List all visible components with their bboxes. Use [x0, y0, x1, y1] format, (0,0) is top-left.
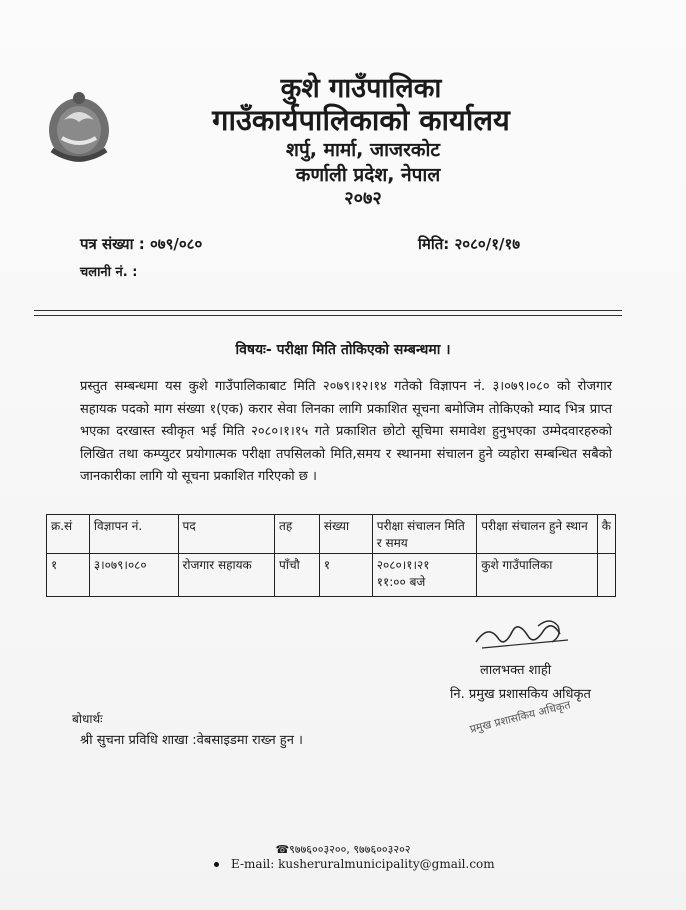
header-post: पद [178, 515, 275, 554]
header-sn: क्र.सं [47, 515, 90, 554]
cc-recipient: श्री सुचना प्रविधि शाखा :वेबसाइडमा राख्न हुन । [80, 733, 303, 748]
signatory-name: लालभक्त शाही [480, 663, 552, 678]
cell-count: १ [319, 554, 372, 597]
dispatch-number: चलानी नं. : [80, 265, 138, 280]
reference-number: पत्र संख्या : ०७९/०८० [80, 235, 203, 253]
cell-date: २०८०।१।२१ [376, 558, 430, 572]
cell-post: रोजगार सहायक [178, 554, 275, 597]
office-name: गाउँकार्यपालिकाको कार्यालय [212, 103, 510, 137]
header-venue: परीक्षा संचालन हुने स्थान [477, 515, 598, 554]
municipality-name: कुशे गाउँपालिका [280, 73, 442, 104]
header-count: संख्या [319, 515, 372, 554]
footer-email-line [214, 857, 495, 871]
cell-ad-no: ३।०७९।०८० [89, 554, 178, 597]
established-year: २०७२ [344, 188, 382, 209]
cell-datetime [372, 554, 476, 597]
office-address: शर्पु, मार्मा, जाजरकोट [286, 139, 440, 161]
office-province: कर्णाली प्रदेश, नेपाल [295, 164, 441, 186]
cell-remarks [597, 554, 615, 597]
cell-sn: १ [47, 554, 90, 597]
signatory-title: नि. प्रमुख प्रशासकिय अधिकृत [450, 687, 591, 702]
table-row [47, 554, 616, 597]
cc-label: बोधार्थः [72, 712, 103, 726]
divider-line [34, 310, 622, 311]
bullet-icon [214, 862, 219, 867]
table-header-row [47, 515, 616, 554]
letter-body: प्रस्तुत सम्बन्धमा यस कुशे गाउँपालिकाबाट मिति २०७९।१२।१४ गतेको विज्ञापन नं. ३।०७९।०८० को रोजगार सहायक पदको माग संख्या १(एक) करार सेवा लिनका लागि प्रकाशित सूचना बमोजिम तोकिएको म्याद भित्र प्राप्त भएका दरखास्त स्वीकृत भई मिति २०८०।१।१५ गते प्रकाशित छोटो सूचिमा समावेश हुनुभएका उम्मेदवारहरुको लिखित तथा कम्प्युटर प्रयोगात्मक परीक्षा तपसिलको मिति,समय र स्थानमा संचालन हुने व्यहोरा सम्बन्धित सबैको जानकारीका लागि यो सूचना प्रकाशित गरिएको छ । [80, 379, 612, 484]
header-level: तह [275, 515, 320, 554]
footer-email: E-mail: kusheruralmunicipality@gmail.com [231, 857, 495, 871]
header-remarks: कै [597, 515, 615, 554]
cell-level: पाँचौ [275, 554, 320, 597]
footer-phone: ☎९७७६००३२००, ९७७६००३२०२ [275, 843, 411, 856]
cell-time: ११:०० बजे [376, 575, 426, 589]
exam-schedule-table [46, 514, 616, 597]
letter-date: मिति: २०८०/१/१७ [418, 235, 521, 253]
letter-subject: विषयः- परीक्षा मिति तोकिएको सम्बन्धमा । [235, 342, 451, 358]
cell-venue: कुशे गाउँपालिका [477, 554, 598, 597]
header-datetime: परीक्षा संचालन मिति र समय [372, 515, 476, 554]
divider-line [34, 315, 622, 316]
header-ad-no: विज्ञापन नं. [89, 515, 178, 554]
handwritten-signature [468, 612, 578, 662]
official-stamp: प्रमुख प्रशासकिय अधिकृत [468, 698, 572, 736]
